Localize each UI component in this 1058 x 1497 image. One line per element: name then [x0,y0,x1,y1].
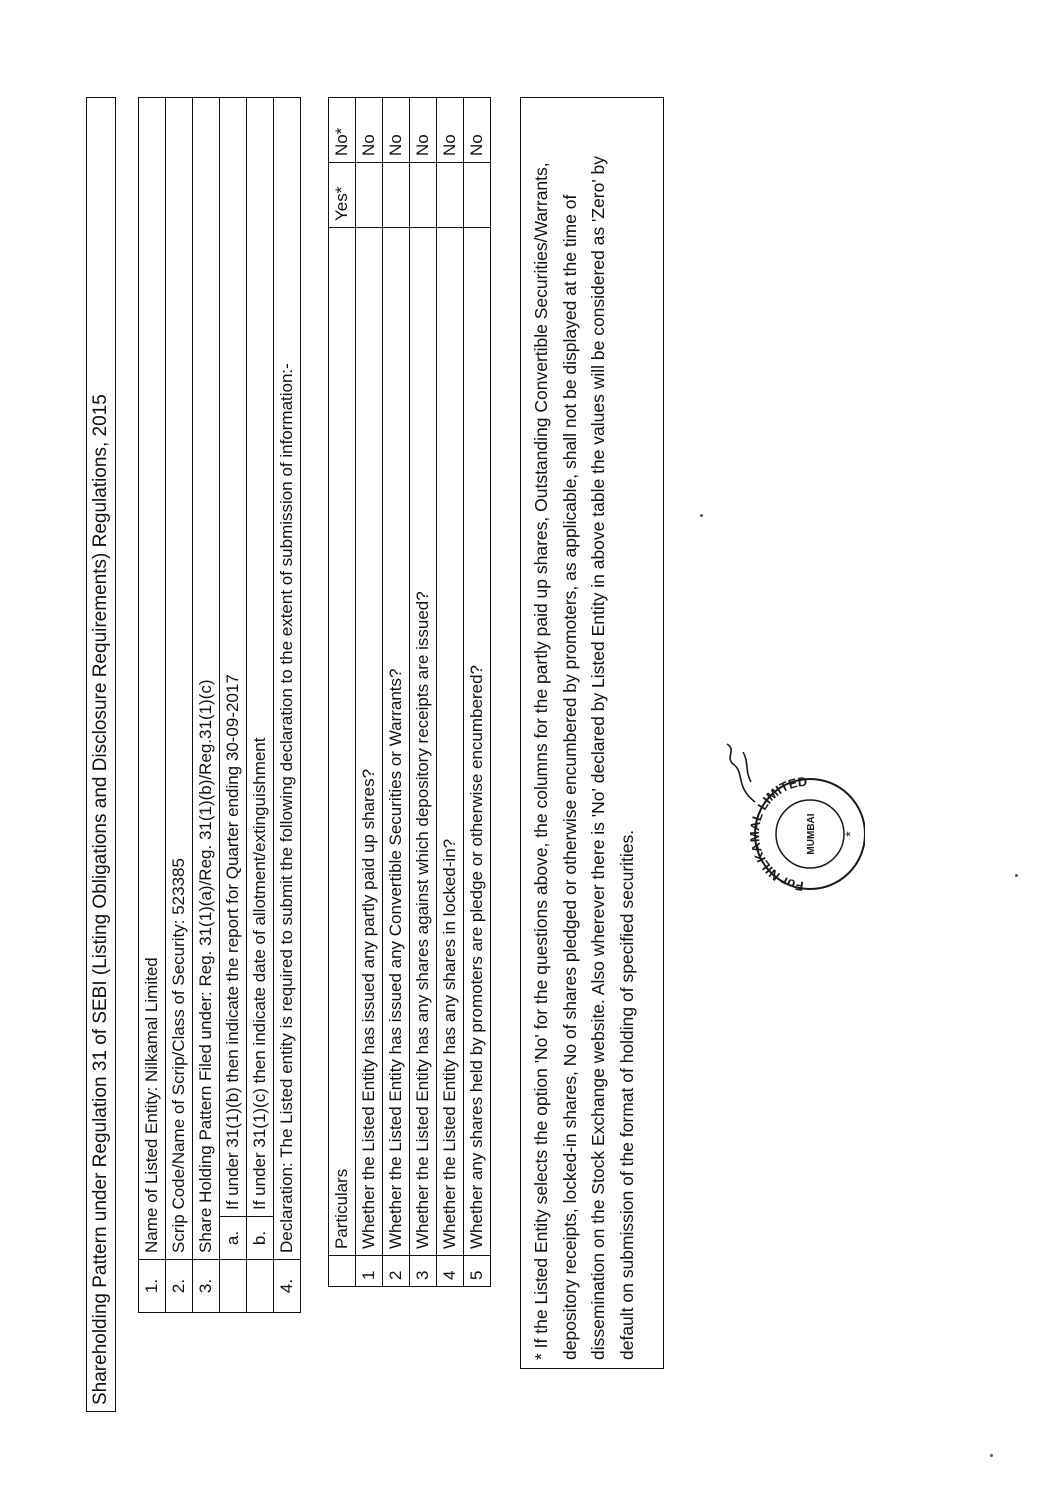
row-sub-letter: b. [247,1217,274,1260]
question-text: Whether the Listed Entity has any shares in locked-in? [437,228,464,1256]
declaration-table [328,97,491,1287]
question-text: Whether the Listed Entity has issued any partly paid up shares? [356,228,383,1256]
answer-yes [356,163,383,228]
header-no: No* [329,98,356,163]
row-number [247,1260,274,1313]
row-text: Scrip Code/Name of Scrip/Class of Security: 523385 [166,98,193,1260]
footnote-text: * If the Listed Entity selects the option 'No' for the questions above, the columns for the partly paid up shares, Outstanding Convertible Securities/Warrants, depository receipts, locked-in shares, No of shares pledged or otherwise encumbered by promoters, as applicable, shall not be displayed at the time of dissemination on the Stock Exchange website. Also wherever there is 'No' declared by Listed Entity in above table the values will be considered as 'Zero' by default on submission of the format of holding of specified securities. [531,155,637,1360]
table-row [247,98,274,1313]
table-row [274,98,301,1313]
signature-icon [727,744,755,802]
row-number: 2. [166,1260,193,1313]
answer-yes [410,163,437,228]
row-number: 3. [193,1260,220,1313]
scan-speck [700,514,703,517]
question-text: Whether any shares held by promoters are pledge or otherwise encumbered? [464,228,491,1256]
answer-no: No [464,98,491,163]
table-row [166,98,193,1313]
question-number: 5 [464,1256,491,1287]
answer-yes [464,163,491,228]
table-row [383,98,410,1287]
question-text: Whether the Listed Entity has any shares against which depository receipts are issued? [410,228,437,1256]
table-row [220,98,247,1313]
question-number: 1 [356,1256,383,1287]
question-number: 4 [437,1256,464,1287]
header-particulars: Particulars [329,228,356,1256]
row-text: If under 31(1)(b) then indicate the report for Quarter ending 30-09-2017 [220,98,247,1217]
table-header-row [329,98,356,1287]
seal-ring-text: For NILKAMAL LIMITED [746,773,808,894]
table-row [193,98,220,1313]
company-seal-icon [715,732,865,922]
table-row [410,98,437,1287]
row-number: 4. [274,1260,301,1313]
answer-yes [383,163,410,228]
row-text: Name of Listed Entity: Nilkamal Limited [139,98,166,1260]
table-row [464,98,491,1287]
answer-no: No [356,98,383,163]
answer-no: No [437,98,464,163]
row-number [220,1260,247,1313]
table-row [139,98,166,1313]
entity-info-table [138,97,301,1313]
answer-yes [437,163,464,228]
header-yes: Yes* [329,163,356,228]
row-text: Share Holding Pattern Filed under: Reg. 31(1)(a)/Reg. 31(1)(b)/Reg.31(1)(c) [193,98,220,1260]
seal-center-text: MUMBAI [806,813,817,855]
question-number: 2 [383,1256,410,1287]
scan-speck [1015,874,1018,877]
question-text: Whether the Listed Entity has issued any Convertible Securities or Warrants? [383,228,410,1256]
table-row [356,98,383,1287]
answer-no: No [383,98,410,163]
question-number: 3 [410,1256,437,1287]
row-text: If under 31(1)(c) then indicate date of allotment/extinguishment [247,98,274,1217]
answer-no: No [410,98,437,163]
table-row [437,98,464,1287]
document-title-box [86,97,116,1412]
row-sub-letter: a. [220,1217,247,1260]
row-text: Declaration: The Listed entity is required to submit the following declaration to the extent of submission of information:- [274,98,301,1260]
scan-speck [990,1454,993,1457]
row-number: 1. [139,1260,166,1313]
header-num-cell [329,1256,356,1287]
footnote-box [520,97,664,1369]
document-title: Shareholding Pattern under Regulation 31 of SEBI (Listing Obligations and Disclosure Requirements) Regulations, 2015 [90,394,111,1405]
seal-star: * [842,831,858,837]
